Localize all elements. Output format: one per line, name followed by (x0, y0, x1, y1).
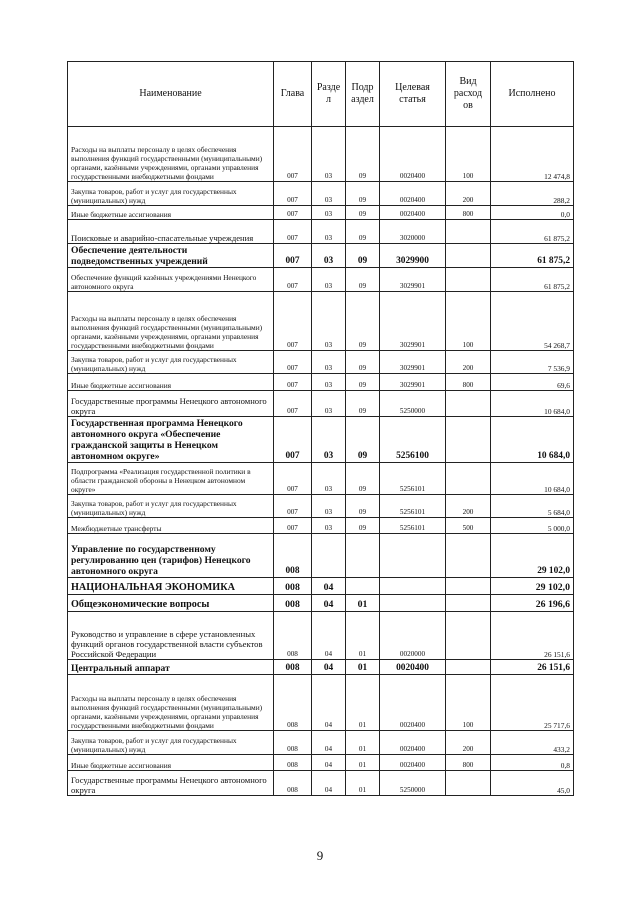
row-ispolneno: 7 536,9 (491, 351, 574, 374)
row-glava: 007 (274, 244, 312, 268)
row-vid: 500 (446, 518, 491, 534)
row-podrazdel: 01 (346, 612, 380, 660)
row-podrazdel: 09 (346, 206, 380, 220)
row-name: Закупка товаров, работ и услуг для государственных (муниципальных) нужд (68, 351, 274, 374)
row-glava: 007 (274, 127, 312, 182)
row-tselevaya: 3029900 (380, 244, 446, 268)
row-name: Руководство и управление в сфере установленных функций органов государственной власти субъектов Российской Федерации (68, 612, 274, 660)
row-podrazdel: 09 (346, 417, 380, 463)
row-razdel: 03 (312, 292, 346, 351)
row-tselevaya: 5250000 (380, 771, 446, 796)
row-razdel: 03 (312, 495, 346, 518)
table-row (68, 578, 574, 595)
table-row (68, 268, 574, 292)
row-razdel: 04 (312, 755, 346, 771)
table-row (68, 534, 574, 578)
header-row (68, 62, 574, 127)
row-tselevaya: 0020400 (380, 731, 446, 755)
row-podrazdel: 09 (346, 518, 380, 534)
page-number: 9 (316, 848, 324, 863)
row-name: Иные бюджетные ассигнования (68, 206, 274, 220)
row-vid: 800 (446, 755, 491, 771)
row-razdel: 03 (312, 351, 346, 374)
row-glava: 007 (274, 463, 312, 495)
row-name: Закупка товаров, работ и услуг для государственных (муниципальных) нужд (68, 731, 274, 755)
row-name: Государственные программы Ненецкого автономного округа (68, 391, 274, 417)
row-razdel: 04 (312, 731, 346, 755)
row-razdel: 04 (312, 612, 346, 660)
header-name: Наименование (68, 62, 274, 127)
row-tselevaya: 0020000 (380, 612, 446, 660)
row-tselevaya: 3020000 (380, 220, 446, 244)
row-glava: 008 (274, 534, 312, 578)
row-ispolneno: 0,0 (491, 206, 574, 220)
row-razdel: 04 (312, 771, 346, 796)
row-podrazdel: 01 (346, 771, 380, 796)
row-razdel (312, 534, 346, 578)
row-name: Поисковые и аварийно-спасательные учреждения (68, 220, 274, 244)
row-vid: 100 (446, 292, 491, 351)
table-row (68, 771, 574, 796)
row-podrazdel: 09 (346, 463, 380, 495)
row-razdel: 03 (312, 127, 346, 182)
row-vid (446, 268, 491, 292)
table-row (68, 595, 574, 612)
row-podrazdel: 09 (346, 495, 380, 518)
row-name: Иные бюджетные ассигнования (68, 755, 274, 771)
header-ispolneno: Исполнено (491, 62, 574, 127)
row-ispolneno: 10 684,0 (491, 463, 574, 495)
row-vid (446, 244, 491, 268)
table-row (68, 417, 574, 463)
row-podrazdel: 09 (346, 268, 380, 292)
row-razdel: 03 (312, 244, 346, 268)
row-name: Центральный аппарат (68, 660, 274, 675)
row-razdel: 04 (312, 578, 346, 595)
row-ispolneno: 54 268,7 (491, 292, 574, 351)
row-tselevaya: 0020400 (380, 206, 446, 220)
row-vid: 200 (446, 495, 491, 518)
row-podrazdel: 09 (346, 182, 380, 206)
table-row (68, 731, 574, 755)
row-razdel: 03 (312, 268, 346, 292)
row-name: Государственная программа Ненецкого автономного округа «Обеспечение гражданской защиты в Ненецком автономном округе» (68, 417, 274, 463)
table-row (68, 244, 574, 268)
row-podrazdel: 01 (346, 660, 380, 675)
row-name: Закупка товаров, работ и услуг для государственных (муниципальных) нужд (68, 182, 274, 206)
row-ispolneno: 433,2 (491, 731, 574, 755)
row-glava: 008 (274, 660, 312, 675)
row-ispolneno: 288,2 (491, 182, 574, 206)
table-row (68, 612, 574, 660)
budget-table (67, 61, 574, 796)
row-podrazdel: 09 (346, 391, 380, 417)
table-row (68, 127, 574, 182)
row-vid: 200 (446, 351, 491, 374)
row-vid: 100 (446, 675, 491, 731)
row-glava: 008 (274, 731, 312, 755)
row-glava: 007 (274, 220, 312, 244)
row-glava: 007 (274, 268, 312, 292)
header-tselevaya: Целевая статья (380, 62, 446, 127)
row-tselevaya: 5256101 (380, 495, 446, 518)
row-glava: 007 (274, 206, 312, 220)
row-glava: 008 (274, 612, 312, 660)
row-razdel: 03 (312, 206, 346, 220)
row-vid (446, 463, 491, 495)
row-vid (446, 660, 491, 675)
row-name: Управление по государственному регулированию цен (тарифов) Ненецкого автономного округа (68, 534, 274, 578)
row-name: Иные бюджетные ассигнования (68, 374, 274, 391)
row-vid: 200 (446, 182, 491, 206)
row-ispolneno: 29 102,0 (491, 534, 574, 578)
row-tselevaya: 0020400 (380, 675, 446, 731)
row-ispolneno: 26 151,6 (491, 660, 574, 675)
row-vid (446, 391, 491, 417)
row-podrazdel: 01 (346, 675, 380, 731)
row-ispolneno: 26 151,6 (491, 612, 574, 660)
row-tselevaya (380, 534, 446, 578)
header-razdel: Разде л (312, 62, 346, 127)
row-podrazdel: 09 (346, 292, 380, 351)
row-name: Общеэкономические вопросы (68, 595, 274, 612)
row-vid (446, 771, 491, 796)
row-tselevaya: 5250000 (380, 391, 446, 417)
row-name: Государственные программы Ненецкого автономного округа (68, 771, 274, 796)
row-razdel: 03 (312, 374, 346, 391)
row-ispolneno: 61 875,2 (491, 244, 574, 268)
header-vid: Вид расход ов (446, 62, 491, 127)
row-vid (446, 417, 491, 463)
table-row (68, 391, 574, 417)
row-ispolneno: 5 684,0 (491, 495, 574, 518)
row-razdel: 03 (312, 391, 346, 417)
row-glava: 008 (274, 771, 312, 796)
row-podrazdel (346, 578, 380, 595)
table-row (68, 292, 574, 351)
row-vid: 800 (446, 206, 491, 220)
table-row (68, 220, 574, 244)
row-razdel: 03 (312, 417, 346, 463)
row-name: НАЦИОНАЛЬНАЯ ЭКОНОМИКА (68, 578, 274, 595)
row-name: Подпрограмма «Реализация государственной политики в области гражданской обороны в Ненецком автономном округе» (68, 463, 274, 495)
row-razdel: 04 (312, 595, 346, 612)
row-ispolneno: 10 684,0 (491, 391, 574, 417)
table-row (68, 463, 574, 495)
row-razdel: 03 (312, 182, 346, 206)
table-row (68, 660, 574, 675)
table-row (68, 182, 574, 206)
row-podrazdel: 09 (346, 244, 380, 268)
row-vid (446, 534, 491, 578)
row-name: Расходы на выплаты персоналу в целях обеспечения выполнения функций государственными (муниципальными) органами, казёнными учреждениями, органами управления государственными внебюджетными фондами (68, 292, 274, 351)
row-podrazdel: 09 (346, 374, 380, 391)
row-razdel: 04 (312, 660, 346, 675)
row-glava: 007 (274, 518, 312, 534)
row-podrazdel: 09 (346, 220, 380, 244)
row-glava: 008 (274, 578, 312, 595)
row-tselevaya (380, 595, 446, 612)
row-name: Расходы на выплаты персоналу в целях обеспечения выполнения функций государственными (муниципальными) органами, казёнными учреждениями, органами управления государственными внебюджетными фондами (68, 675, 274, 731)
table-row (68, 518, 574, 534)
row-name: Закупка товаров, работ и услуг для государственных (муниципальных) нужд (68, 495, 274, 518)
row-tselevaya: 3029901 (380, 268, 446, 292)
row-vid (446, 595, 491, 612)
row-vid (446, 612, 491, 660)
row-razdel: 03 (312, 518, 346, 534)
row-podrazdel: 01 (346, 755, 380, 771)
row-tselevaya: 0020400 (380, 127, 446, 182)
row-tselevaya: 0020400 (380, 755, 446, 771)
row-podrazdel (346, 534, 380, 578)
row-ispolneno: 10 684,0 (491, 417, 574, 463)
table-row (68, 351, 574, 374)
row-glava: 007 (274, 292, 312, 351)
row-ispolneno: 25 717,6 (491, 675, 574, 731)
row-razdel: 03 (312, 463, 346, 495)
row-glava: 007 (274, 351, 312, 374)
row-glava: 008 (274, 675, 312, 731)
row-vid (446, 578, 491, 595)
row-name: Расходы на выплаты персоналу в целях обеспечения выполнения функций государственными (муниципальными) органами, казёнными учреждениями, органами управления государственными внебюджетными фондами (68, 127, 274, 182)
row-tselevaya: 5256100 (380, 417, 446, 463)
row-tselevaya (380, 578, 446, 595)
row-vid: 800 (446, 374, 491, 391)
row-glava: 007 (274, 182, 312, 206)
row-glava: 008 (274, 755, 312, 771)
row-tselevaya: 5256101 (380, 463, 446, 495)
row-ispolneno: 12 474,8 (491, 127, 574, 182)
table-row (68, 374, 574, 391)
row-tselevaya: 0020400 (380, 182, 446, 206)
row-name: Обеспечение функций казённых учреждениями Ненецкого автономного округа (68, 268, 274, 292)
row-vid: 200 (446, 731, 491, 755)
table-row (68, 755, 574, 771)
row-glava: 007 (274, 495, 312, 518)
row-glava: 007 (274, 374, 312, 391)
row-ispolneno: 26 196,6 (491, 595, 574, 612)
row-vid: 100 (446, 127, 491, 182)
row-razdel: 03 (312, 220, 346, 244)
row-podrazdel: 09 (346, 127, 380, 182)
row-podrazdel: 09 (346, 351, 380, 374)
row-name: Обеспечение деятельности подведомственных учреждений (68, 244, 274, 268)
row-tselevaya: 5256101 (380, 518, 446, 534)
row-tselevaya: 3029901 (380, 351, 446, 374)
header-podrazdel: Подр аздел (346, 62, 380, 127)
header-glava: Глава (274, 62, 312, 127)
table-row (68, 675, 574, 731)
row-ispolneno: 61 875,2 (491, 268, 574, 292)
row-ispolneno: 0,8 (491, 755, 574, 771)
row-ispolneno: 61 875,2 (491, 220, 574, 244)
row-tselevaya: 3029901 (380, 374, 446, 391)
row-name: Межбюджетные трансферты (68, 518, 274, 534)
row-podrazdel: 01 (346, 595, 380, 612)
row-glava: 008 (274, 595, 312, 612)
table-row (68, 206, 574, 220)
row-glava: 007 (274, 391, 312, 417)
row-ispolneno: 69,6 (491, 374, 574, 391)
row-tselevaya: 3029901 (380, 292, 446, 351)
row-ispolneno: 45,0 (491, 771, 574, 796)
row-razdel: 04 (312, 675, 346, 731)
row-tselevaya: 0020400 (380, 660, 446, 675)
row-vid (446, 220, 491, 244)
row-ispolneno: 29 102,0 (491, 578, 574, 595)
row-podrazdel: 01 (346, 731, 380, 755)
row-ispolneno: 5 000,0 (491, 518, 574, 534)
table-row (68, 495, 574, 518)
row-glava: 007 (274, 417, 312, 463)
